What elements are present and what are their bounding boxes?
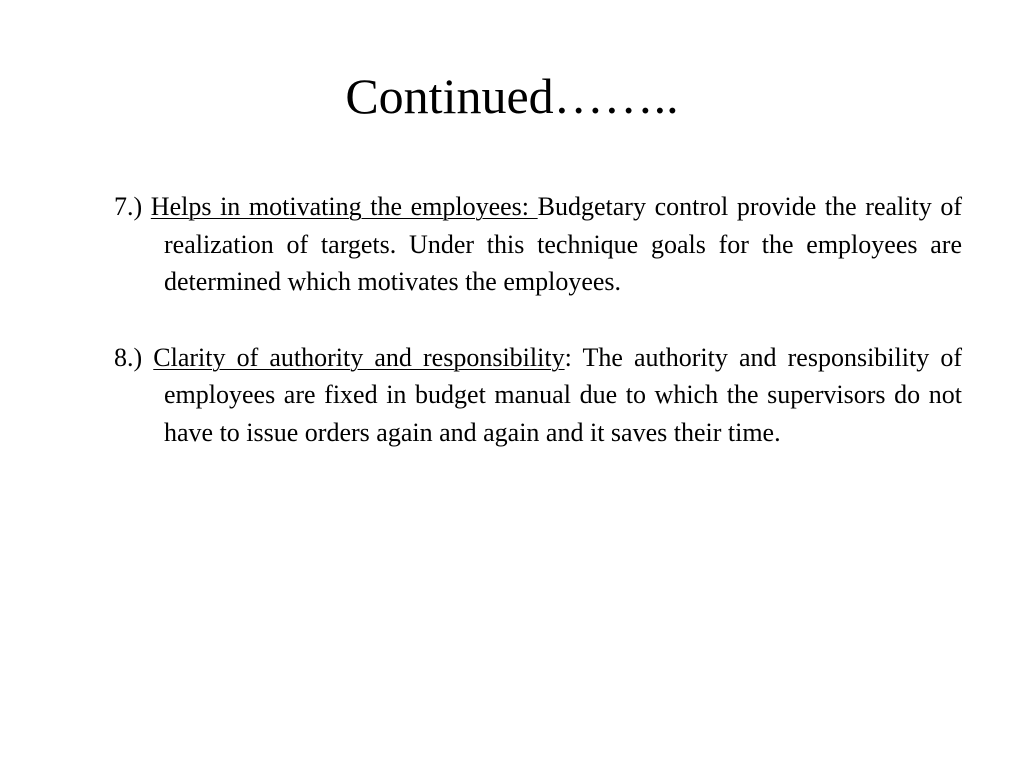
point-8 bbox=[114, 339, 962, 452]
point-body: The authority and responsibility of employees are fixed in budget manual due to which the supervisors do not have to issue orders again and again and it saves their time. bbox=[164, 342, 962, 447]
point-number: 8.) bbox=[114, 342, 154, 372]
point-7 bbox=[114, 188, 962, 301]
point-heading: Clarity of authority and responsibility bbox=[153, 342, 565, 372]
slide-title: Continued…….. bbox=[345, 68, 679, 124]
point-heading: Helps in motivating the employees: bbox=[150, 192, 538, 221]
points-list bbox=[114, 188, 962, 451]
point-body: Budgetary control provide the reality of realization of targets. Under this technique goals for the employees are determined which motivates the employees. bbox=[164, 192, 962, 296]
point-number: 7.) bbox=[114, 192, 151, 221]
point-separator: : bbox=[564, 342, 583, 372]
